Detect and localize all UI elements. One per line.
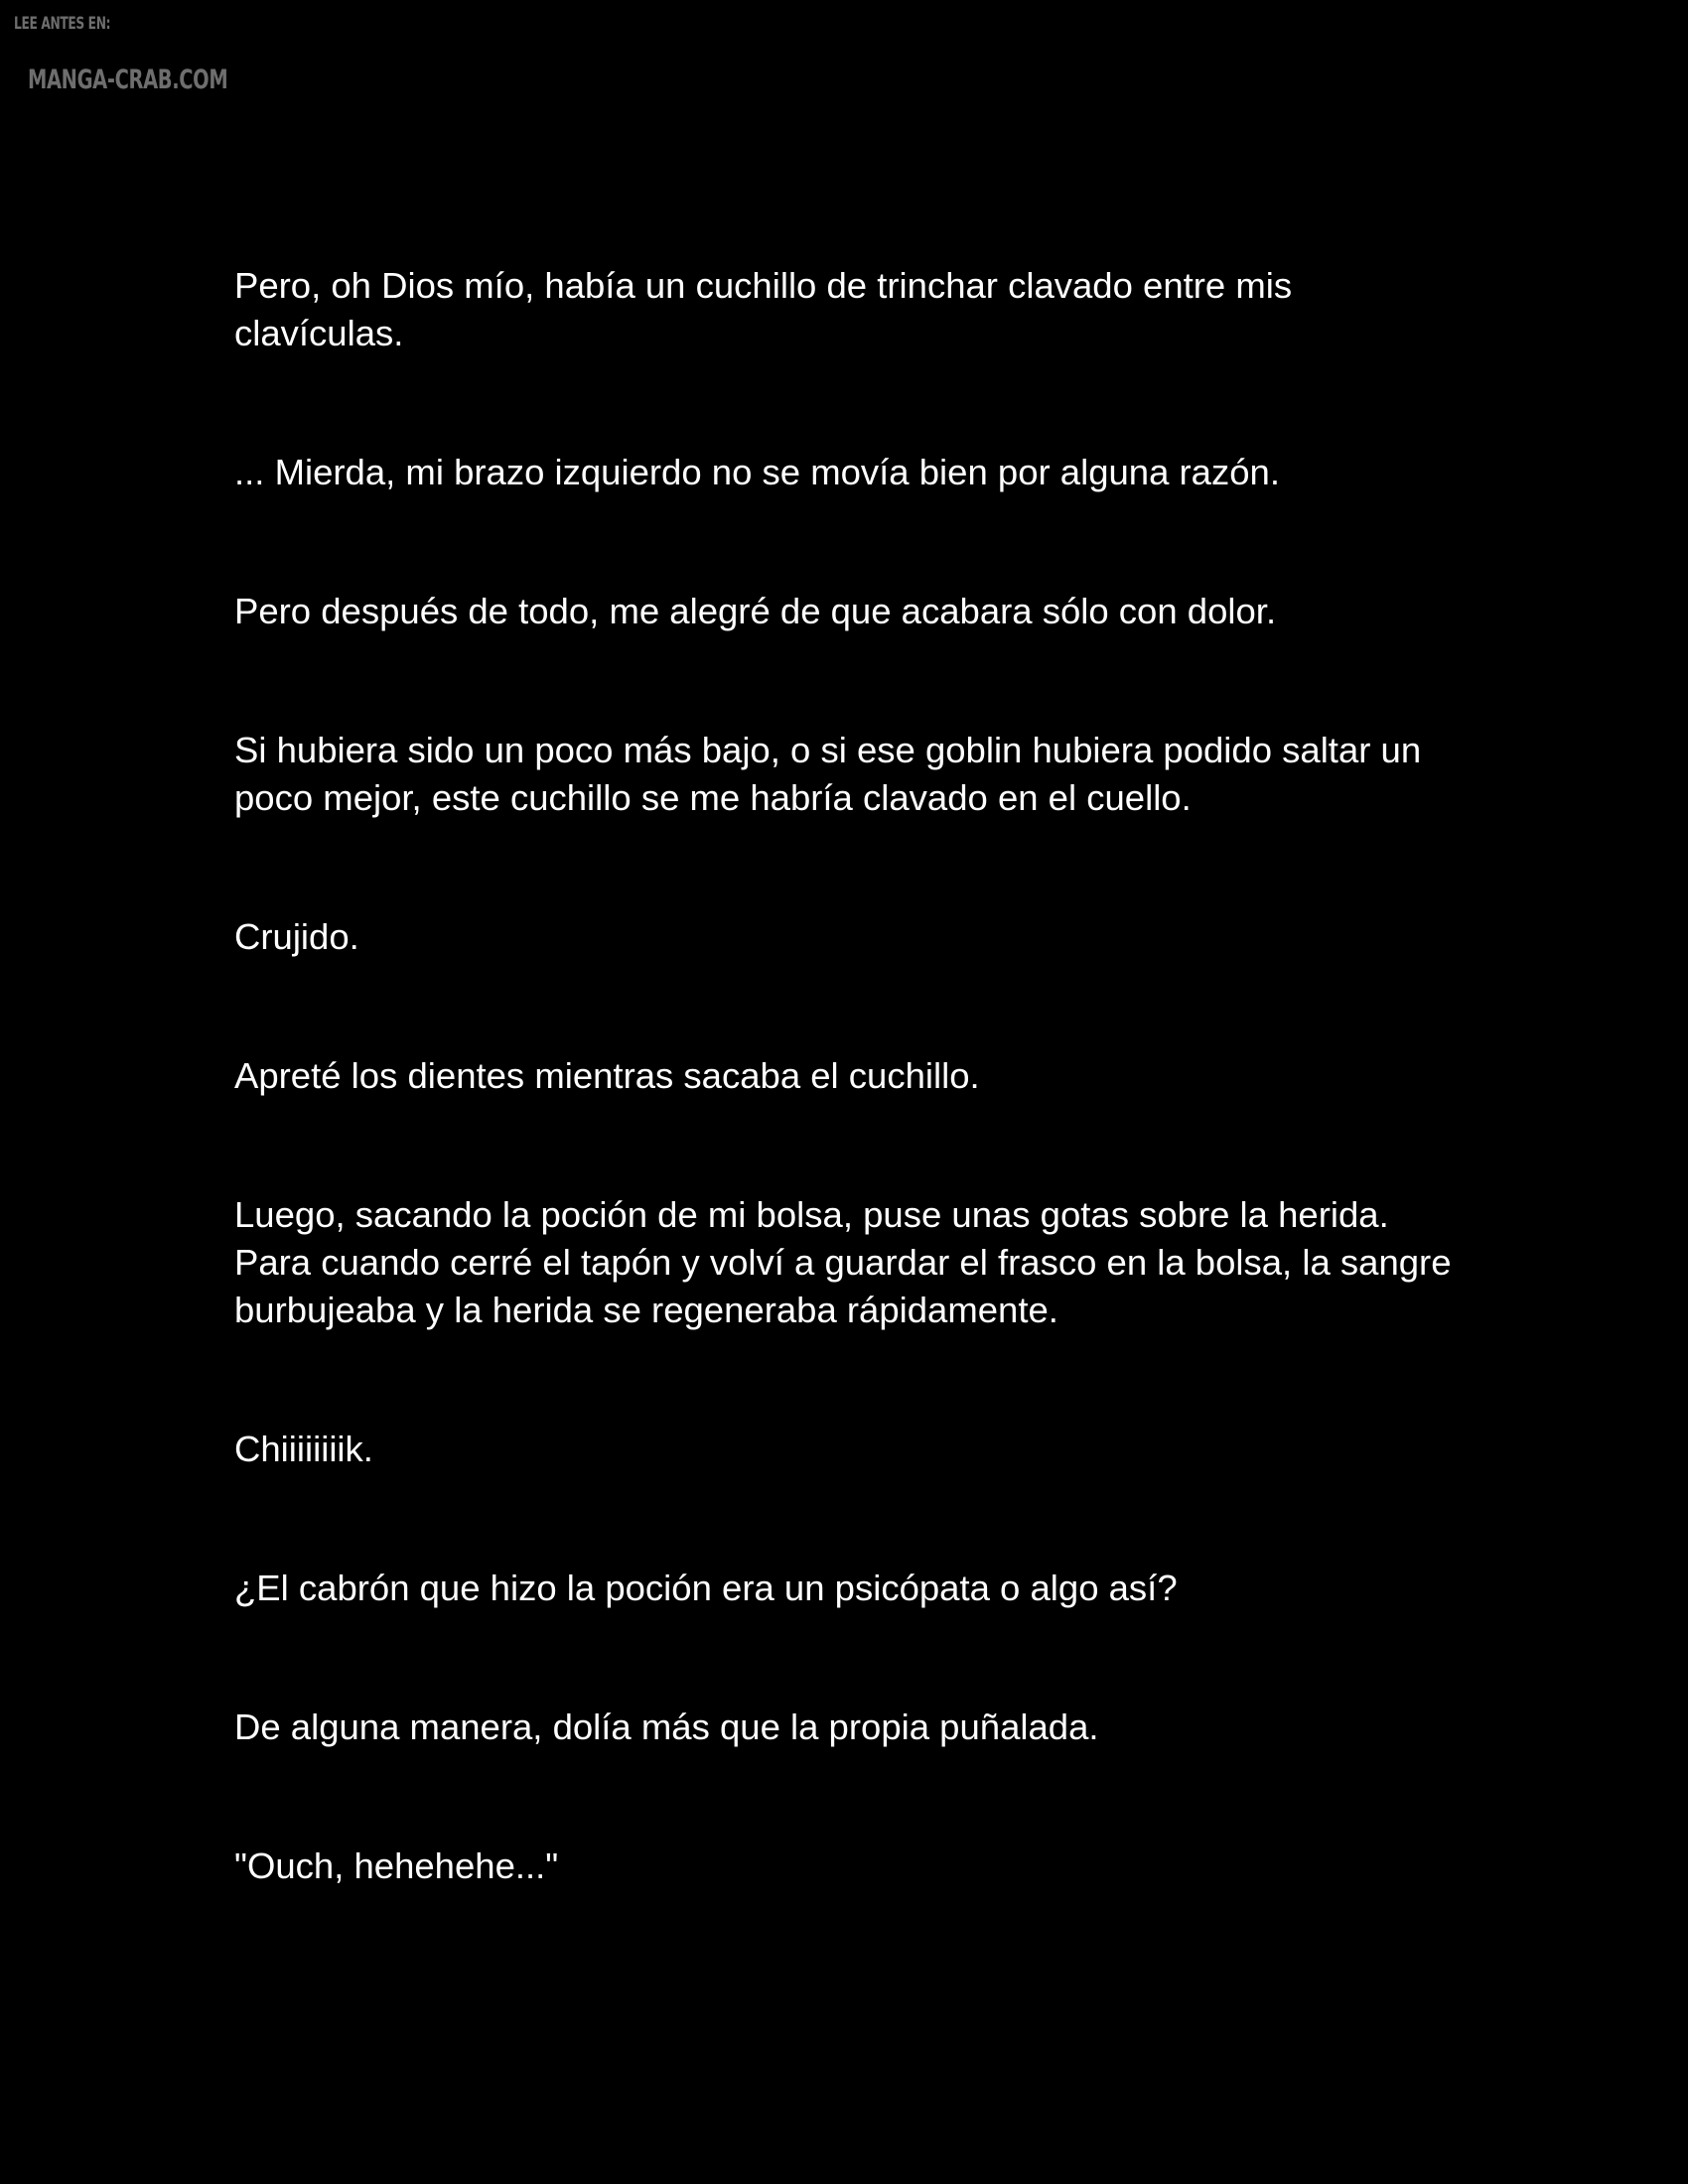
- site-watermark: [14, 14, 306, 95]
- paragraph: "Ouch, hehehehe...": [234, 1845, 559, 1886]
- paragraph: Pero, oh Dios mío, había un cuchillo de trinchar clavado entre mis clavículas.: [234, 265, 1293, 353]
- paragraph: Apreté los dientes mientras sacaba el cuchillo.: [234, 1055, 980, 1096]
- watermark-read-first-label: LEE ANTES EN:: [14, 14, 111, 34]
- watermark-site-name: MANGA-CRAB.COM: [28, 65, 228, 95]
- paragraph: Crujido.: [234, 916, 359, 957]
- paragraph: ... Mierda, mi brazo izquierdo no se movía bien por alguna razón.: [234, 452, 1280, 492]
- paragraph: Chiiiiiiiik.: [234, 1429, 373, 1469]
- chapter-text: [234, 262, 1466, 1981]
- paragraph: Pero después de todo, me alegré de que acabara sólo con dolor.: [234, 591, 1277, 631]
- paragraph: ¿El cabrón que hizo la poción era un psicópata o algo así?: [234, 1568, 1178, 1608]
- paragraph: Si hubiera sido un poco más bajo, o si ese goblin hubiera podido saltar un poco mejor, este cuchillo se me habría clavado en el cuello.: [234, 730, 1422, 818]
- paragraph: De alguna manera, dolía más que la propia puñalada.: [234, 1706, 1099, 1747]
- paragraph: Luego, sacando la poción de mi bolsa, puse unas gotas sobre la herida. Para cuando cerré el tapón y volví a guardar el frasco en la bolsa, la sangre burbujeaba y la herida se regeneraba rápidamente.: [234, 1194, 1452, 1330]
